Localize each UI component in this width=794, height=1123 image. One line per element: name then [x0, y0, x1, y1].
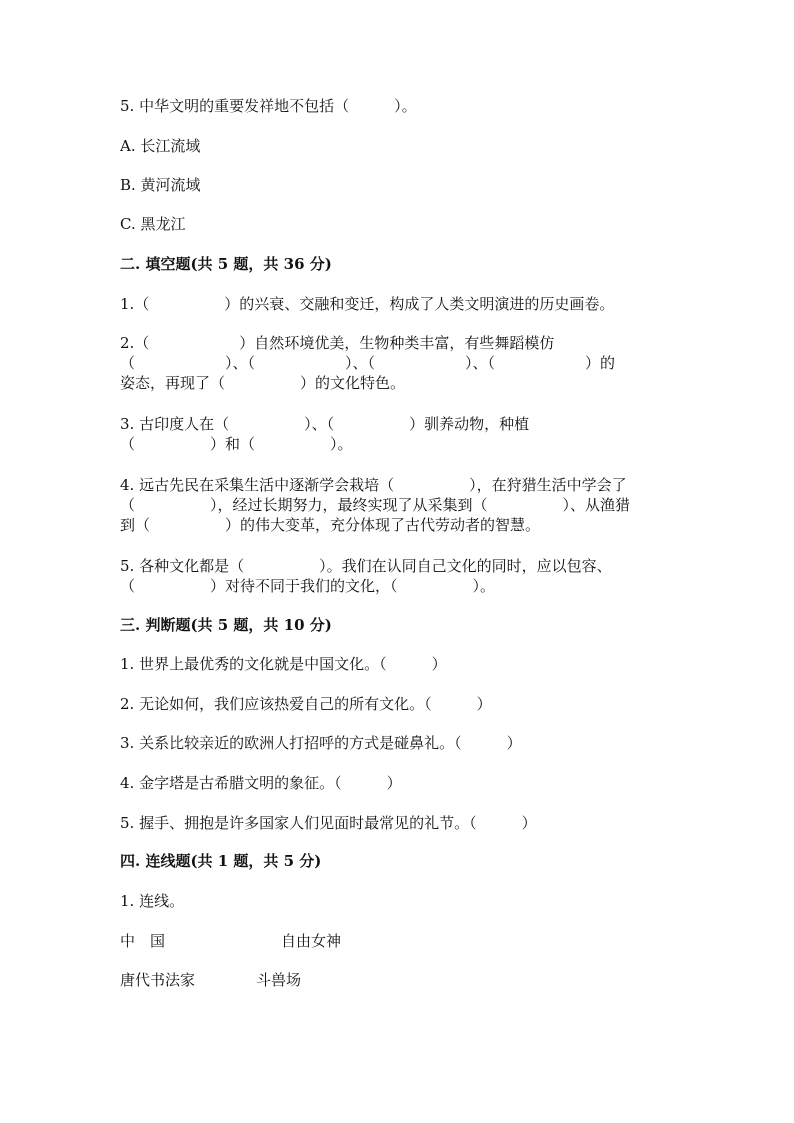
choice-option-c: C. 黑龙江: [120, 215, 186, 233]
match-left-item-2: 唐代书法家: [120, 971, 196, 989]
judge-question-2: 2. 无论如何，我们应该热爱自己的所有文化。（ ）: [120, 695, 492, 713]
judge-question-3: 3. 关系比较亲近的欧洲人打招呼的方式是碰鼻礼。（ ）: [120, 734, 522, 752]
match-right-item-2: 斗兽场: [256, 971, 302, 989]
fill-question-4-line-2: （ ），经过长期努力，最终实现了从采集到（ ）、从渔猎: [120, 496, 631, 514]
choice-question-5-stem: 5. 中华文明的重要发祥地不包括（ ）。: [120, 97, 417, 115]
match-section-title: 四. 连线题(共 1 题，共 5 分): [120, 852, 322, 870]
fill-question-2-line-2: （ ）、（ ）、（ ）、（ ）的: [120, 354, 616, 372]
fill-question-4-line-3: 到（ ）的伟大变革，充分体现了古代劳动者的智慧。: [120, 516, 541, 534]
match-right-item-1: 自由女神: [281, 932, 342, 950]
fill-question-4-line-1: 4. 远古先民在采集生活中逐渐学会栽培（ ），在狩猎生活中学会了: [120, 476, 627, 494]
fill-question-2-line-1: 2.（ ）自然环境优美，生物种类丰富，有些舞蹈模仿: [120, 334, 555, 352]
match-question-prompt: 1. 连线。: [120, 892, 185, 910]
fill-question-3-line-2: （ ）和（ ）。: [120, 435, 353, 453]
judge-section-title: 三. 判断题(共 5 题，共 10 分): [120, 616, 332, 634]
judge-question-5: 5. 握手、拥抱是许多国家人们见面时最常见的礼节。（ ）: [120, 814, 537, 832]
judge-question-4: 4. 金字塔是古希腊文明的象征。（ ）: [120, 774, 402, 792]
match-left-item-1: 中 国: [120, 932, 166, 950]
fill-question-3-line-1: 3. 古印度人在（ ）、（ ）驯养动物，种植: [120, 415, 530, 433]
choice-option-b: B. 黄河流域: [120, 176, 201, 194]
fill-question-1: 1.（ ）的兴衰、交融和变迁，构成了人类文明演进的历史画卷。: [120, 295, 615, 313]
judge-question-1: 1. 世界上最优秀的文化就是中国文化。（ ）: [120, 655, 447, 673]
fill-question-5-line-2: （ ）对待不同于我们的文化，（ ）。: [120, 577, 496, 595]
fill-section-title: 二. 填空题(共 5 题，共 36 分): [120, 255, 332, 273]
fill-question-5-line-1: 5. 各种文化都是（ ）。我们在认同自己文化的同时，应以包容、: [120, 557, 612, 575]
choice-option-a: A. 长江流域: [120, 137, 201, 155]
fill-question-2-line-3: 姿态，再现了（ ）的文化特色。: [120, 374, 406, 392]
